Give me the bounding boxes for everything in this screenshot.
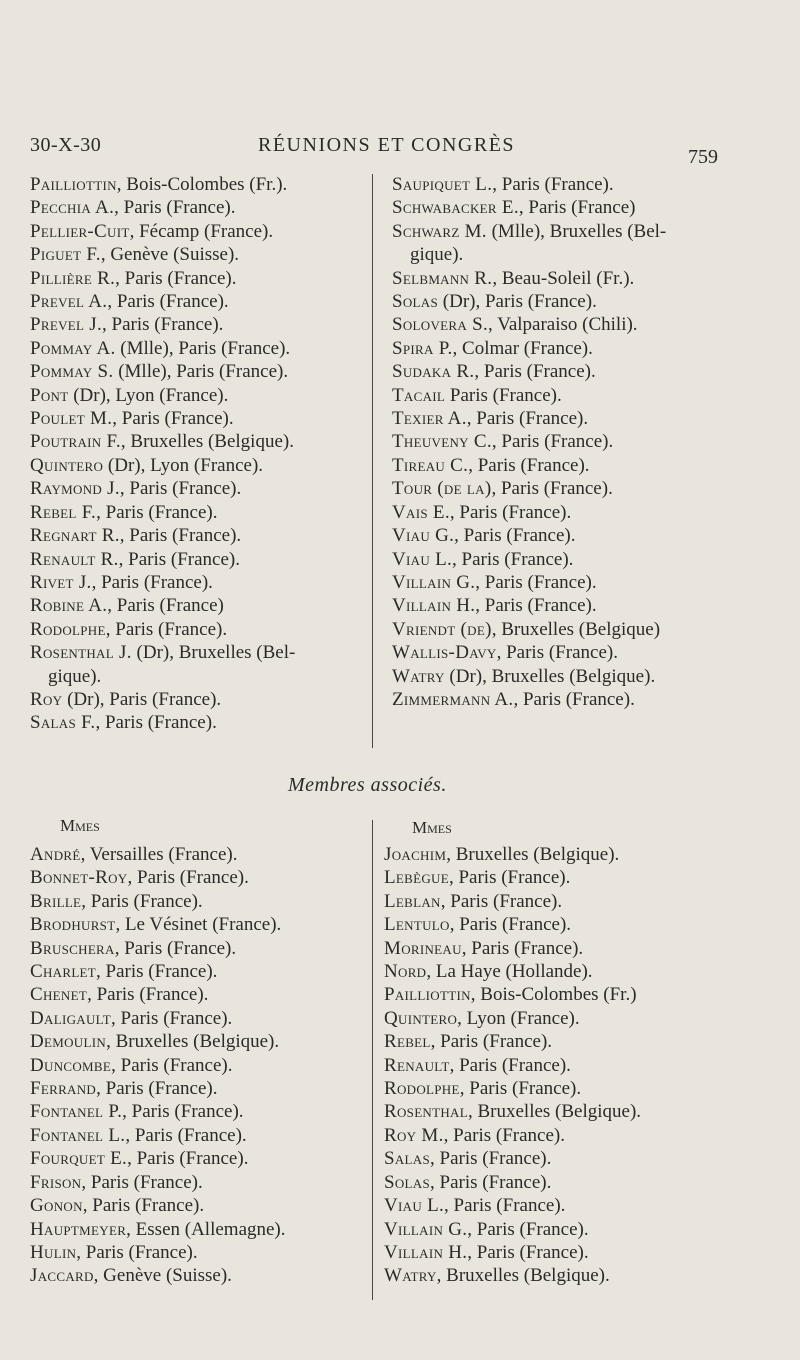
list-item <box>392 337 772 360</box>
member-location: (Dr), Lyon (France). <box>68 384 229 406</box>
member-name: Duncombe <box>30 1054 112 1076</box>
member-name: Joachim <box>384 844 447 865</box>
list-item <box>30 913 370 936</box>
member-name: Demoulin <box>30 1031 107 1053</box>
member-name: Watry <box>384 1265 437 1287</box>
member-name: Brodhurst <box>30 914 116 936</box>
list-item <box>392 407 772 430</box>
member-location: , La Haye (Hollande). <box>426 961 593 983</box>
list-item <box>384 1124 764 1147</box>
member-name: Villain G. <box>384 1218 468 1240</box>
member-name: Rosenthal <box>384 1101 468 1123</box>
list-item <box>30 477 370 500</box>
member-location: , Paris (France). <box>119 478 242 500</box>
list-item <box>30 1077 370 1100</box>
column-divider <box>372 820 373 1300</box>
member-name: Daligault <box>30 1007 111 1029</box>
list-item <box>30 1100 370 1123</box>
list-item <box>30 384 370 407</box>
list-item <box>30 890 370 913</box>
issue-date: 30-X-30 <box>30 134 102 156</box>
member-name: Rodolphe <box>30 618 106 640</box>
member-name: Selbmann R. <box>392 267 493 289</box>
member-name: Spira P. <box>392 337 453 359</box>
member-location: (Dr), Paris (France). <box>62 688 222 710</box>
member-location: , Versailles (France). <box>80 844 238 865</box>
member-name: Vais E. <box>392 501 450 523</box>
heading-mmes-right: Mmes <box>412 818 452 837</box>
member-name: Viau L. <box>384 1195 445 1217</box>
member-location: (Mlle), Bruxelles (Bel- <box>486 220 667 242</box>
member-location: , Paris (France). <box>475 571 597 593</box>
member-name: Chenet <box>30 984 88 1006</box>
member-location: , Paris (France). <box>81 1171 203 1193</box>
member-location: , Lyon (France). <box>457 1007 580 1029</box>
member-name: Schwabacker E. <box>392 197 519 219</box>
member-location: , Bruxelles (Belgique) <box>491 618 661 640</box>
list-item <box>30 337 370 360</box>
member-name: Vriendt (de) <box>392 618 492 640</box>
list-item <box>392 665 772 688</box>
member-location: (Dr), Bruxelles (Belgique). <box>444 665 656 687</box>
list-item <box>30 407 370 430</box>
member-location: , Bruxelles (Belgique). <box>467 1101 642 1123</box>
member-location: gique). <box>410 244 464 266</box>
member-name: Viau L. <box>392 548 453 570</box>
list-item <box>392 571 772 594</box>
member-name: Pont <box>30 384 69 406</box>
section-title-associates: Membres associés. <box>288 774 447 796</box>
list-item <box>30 1171 370 1194</box>
member-location: , Paris (France). <box>115 267 237 289</box>
member-location: , Paris (France). <box>107 291 229 313</box>
member-name: Quintero <box>30 454 104 476</box>
list-item <box>30 1194 370 1217</box>
member-name: Bruschera <box>30 937 115 959</box>
member-name: Fourquet E. <box>30 1148 128 1170</box>
members-column-left <box>30 173 370 735</box>
member-location: (Dr), Lyon (France). <box>103 454 264 476</box>
member-name: Texier A. <box>392 408 467 430</box>
list-item <box>30 1218 370 1241</box>
member-location: (Dr), Bruxelles (Bel- <box>131 642 296 664</box>
list-item <box>392 454 772 477</box>
member-location: , Paris (France). <box>491 478 613 500</box>
member-location: , Bruxelles (Belgique). <box>446 844 620 865</box>
list-item <box>30 524 370 547</box>
member-name: Bonnet-Roy <box>30 867 128 889</box>
member-location: , Paris (France). <box>82 1195 205 1217</box>
list-item <box>30 866 370 889</box>
member-name: Villain H. <box>392 595 476 617</box>
member-name: Saupiquet L. <box>392 174 493 195</box>
member-name: Lebègue <box>384 867 449 889</box>
list-item <box>30 454 370 477</box>
member-location: , Paris (France). <box>449 1054 571 1076</box>
member-name: Wallis-Davy <box>392 642 497 664</box>
member-location: , Colmar (France). <box>452 337 593 359</box>
list-item <box>384 1241 764 1264</box>
member-location: , Le Vésinet (France). <box>115 914 282 936</box>
list-item <box>392 524 772 547</box>
list-item <box>30 594 370 617</box>
list-item <box>384 1147 764 1170</box>
member-location: , Paris (France). <box>87 984 209 1006</box>
list-item <box>30 173 370 196</box>
list-item <box>392 173 772 196</box>
member-location: , Paris (France). <box>122 1101 244 1123</box>
member-location: , Valparaiso (Chili). <box>488 314 638 336</box>
member-name: Poutrain F. <box>30 431 121 453</box>
member-location: , Bruxelles (Belgique). <box>436 1265 610 1287</box>
member-name: Tour (de la) <box>392 478 492 500</box>
member-name: Theuveny C. <box>392 431 492 453</box>
page-number: 759 <box>688 146 718 168</box>
member-location: , Paris (France). <box>430 1031 553 1053</box>
member-name: Piguet F. <box>30 244 101 266</box>
member-location: , Paris (France). <box>118 548 240 570</box>
member-location: (Dr), Paris (France). <box>438 291 597 313</box>
member-location: , Paris (France). <box>112 408 234 430</box>
member-name: Hauptmeyer <box>30 1218 127 1240</box>
list-item <box>30 196 370 219</box>
member-location: , Paris (France). <box>430 1148 552 1170</box>
member-location: , Beau-Soleil (Fr.). <box>492 267 635 289</box>
member-location: , Bruxelles (Belgique). <box>120 431 294 453</box>
member-name: André <box>30 844 81 865</box>
member-location: , Paris (France). <box>114 197 236 219</box>
list-item <box>392 243 772 266</box>
member-location: , Paris (France). <box>444 1195 566 1217</box>
member-location: , Paris (France). <box>452 548 574 570</box>
member-location: , Paris (France). <box>430 1171 552 1193</box>
member-location: , Paris (France). <box>127 867 249 889</box>
list-item <box>392 360 772 383</box>
list-item <box>384 1054 764 1077</box>
member-location: , Paris (France). <box>91 571 213 593</box>
member-location: , Paris (France). <box>449 501 572 523</box>
member-name: Pommay A. <box>30 337 116 359</box>
member-name: Pailliottin <box>30 174 117 195</box>
list-item <box>392 290 772 313</box>
member-location: , Paris (France). <box>96 1078 218 1100</box>
column-divider <box>372 174 373 748</box>
member-name: Prevel J. <box>30 314 103 336</box>
list-item <box>384 890 764 913</box>
member-name: Salas <box>384 1148 431 1170</box>
list-item <box>384 843 764 866</box>
member-name: Pellier-Cuit <box>30 220 130 242</box>
member-name: Poulet M. <box>30 408 113 430</box>
member-name: Pecchia A. <box>30 197 115 219</box>
members-column-right <box>392 173 772 711</box>
member-name: Solovera S. <box>392 314 489 336</box>
member-location: , Paris (France). <box>474 361 596 383</box>
member-location: , Paris (France). <box>105 618 228 640</box>
list-item <box>384 937 764 960</box>
running-title: RÉUNIONS ET CONGRÈS <box>258 134 516 156</box>
member-location: (Mlle), Paris (France). <box>113 361 289 383</box>
member-name: Schwarz M. <box>392 220 487 242</box>
associates-column-right <box>384 843 764 1288</box>
member-location: Paris (France). <box>445 384 562 406</box>
list-item <box>384 1077 764 1100</box>
member-name: Nord <box>384 961 427 983</box>
list-item <box>384 983 764 1006</box>
list-item <box>30 1264 370 1287</box>
member-name: Frison <box>30 1171 82 1193</box>
list-item <box>30 937 370 960</box>
member-name: Raymond J. <box>30 478 120 500</box>
list-item <box>30 960 370 983</box>
member-name: Morineau <box>384 937 462 959</box>
member-name: Rivet J. <box>30 571 92 593</box>
member-name: Salas F. <box>30 712 96 734</box>
member-location: , Paris (France). <box>496 642 618 664</box>
member-name: Pommay S. <box>30 361 114 383</box>
member-location: , Paris (France). <box>102 314 224 336</box>
member-location: gique). <box>48 665 102 687</box>
list-item <box>392 430 772 453</box>
member-location: , Genève (Suisse). <box>93 1265 232 1287</box>
member-location: , Paris (France). <box>454 525 576 547</box>
list-item <box>384 1100 764 1123</box>
member-name: Quintero <box>384 1007 458 1029</box>
member-location: , Paris (France). <box>467 1241 589 1263</box>
member-location: , Paris (France). <box>110 1007 233 1029</box>
member-name: Rebel <box>384 1031 431 1053</box>
member-name: Hulin <box>30 1241 77 1263</box>
list-item <box>384 1007 764 1030</box>
member-name: Rodolphe <box>384 1078 460 1100</box>
list-item <box>392 641 772 664</box>
list-item <box>392 220 772 243</box>
member-name: Villain H. <box>384 1241 468 1263</box>
list-item <box>30 641 370 664</box>
member-name: Viau G. <box>392 525 455 547</box>
list-item <box>30 1054 370 1077</box>
list-item <box>384 913 764 936</box>
member-location: , Paris (France). <box>95 712 217 734</box>
member-name: Renault R. <box>30 548 119 570</box>
member-name: Solas <box>384 1171 431 1193</box>
member-location: , Paris (France). <box>443 1124 566 1146</box>
member-location: , Paris (France) <box>107 595 224 617</box>
member-name: Roy M. <box>384 1124 444 1146</box>
list-item <box>30 548 370 571</box>
list-item <box>30 1147 370 1170</box>
member-location: , Paris (France). <box>96 961 218 983</box>
member-location: , Fécamp (France). <box>129 220 274 242</box>
list-item <box>30 843 370 866</box>
member-name: Leblan <box>384 890 441 912</box>
list-item <box>392 594 772 617</box>
list-item <box>30 1030 370 1053</box>
list-item <box>392 267 772 290</box>
member-location: , Paris (France). <box>491 431 614 453</box>
list-item <box>392 313 772 336</box>
list-item <box>30 290 370 313</box>
list-item <box>30 665 370 688</box>
list-item <box>30 220 370 243</box>
list-item <box>30 243 370 266</box>
member-name: Pillière R. <box>30 267 116 289</box>
member-location: , Paris (France). <box>475 595 597 617</box>
member-location: (Mlle), Paris (France). <box>115 337 291 359</box>
member-name: Regnart R. <box>30 525 120 547</box>
member-name: Villain G. <box>392 571 476 593</box>
member-location: , Paris (France). <box>127 1148 249 1170</box>
member-location: , Paris (France). <box>111 1054 233 1076</box>
list-item <box>30 1007 370 1030</box>
list-item <box>392 688 772 711</box>
member-name: Tacail <box>392 384 446 406</box>
member-name: Ferrand <box>30 1078 97 1100</box>
member-location: , Paris (France) <box>518 197 636 219</box>
member-name: Sudaka R. <box>392 361 475 383</box>
member-name: Zimmermann A. <box>392 688 514 710</box>
list-item <box>384 960 764 983</box>
member-location: , Genève (Suisse). <box>100 244 240 266</box>
member-location: , Paris (France). <box>448 867 571 889</box>
member-name: Brille <box>30 890 82 912</box>
member-location: , Essen (Allemagne). <box>126 1218 286 1240</box>
member-location: , Paris (France). <box>459 1078 582 1100</box>
member-name: Jaccard <box>30 1265 94 1287</box>
member-name: Tireau C. <box>392 454 469 476</box>
member-location: , Paris (France). <box>96 501 218 523</box>
list-item <box>30 1124 370 1147</box>
list-item <box>30 1241 370 1264</box>
member-name: Rosenthal J. <box>30 642 132 664</box>
list-item <box>30 313 370 336</box>
list-item <box>30 571 370 594</box>
member-location: , Paris (France). <box>76 1241 198 1263</box>
associates-column-left <box>30 843 370 1288</box>
list-item <box>30 618 370 641</box>
member-location: , Paris (France). <box>125 1124 247 1146</box>
member-name: Gonon <box>30 1195 83 1217</box>
member-location: , Bois-Colombes (Fr.) <box>470 984 637 1006</box>
list-item <box>30 267 370 290</box>
list-item <box>384 1264 764 1287</box>
list-item <box>392 548 772 571</box>
member-location: , Paris (France). <box>466 408 589 430</box>
list-item <box>384 866 764 889</box>
list-item <box>30 983 370 1006</box>
heading-mmes-left: Mmes <box>60 816 100 835</box>
member-name: Lentulo <box>384 914 450 936</box>
member-name: Pailliottin <box>384 984 471 1006</box>
list-item <box>30 711 370 734</box>
member-location: , Paris (France). <box>468 454 590 476</box>
member-name: Prevel A. <box>30 291 108 313</box>
member-location: , Paris (France). <box>492 174 614 195</box>
member-name: Rebel F. <box>30 501 97 523</box>
member-location: , Paris (France). <box>467 1218 589 1240</box>
list-item <box>384 1171 764 1194</box>
member-location: , Paris (France). <box>461 937 584 959</box>
list-item <box>30 430 370 453</box>
list-item <box>30 688 370 711</box>
list-item <box>30 360 370 383</box>
member-name: Robine A. <box>30 595 108 617</box>
member-location: , Paris (France). <box>114 937 237 959</box>
member-name: Charlet <box>30 961 97 983</box>
member-location: , Paris (France). <box>81 890 203 912</box>
list-item <box>392 196 772 219</box>
list-item <box>392 501 772 524</box>
list-item <box>384 1030 764 1053</box>
list-item <box>392 477 772 500</box>
list-item <box>392 384 772 407</box>
member-name: Roy <box>30 688 63 710</box>
member-name: Solas <box>392 291 439 313</box>
member-location: , Bois-Colombes (Fr.). <box>116 174 288 195</box>
member-name: Watry <box>392 665 445 687</box>
list-item <box>30 501 370 524</box>
list-item <box>392 618 772 641</box>
list-item <box>384 1218 764 1241</box>
member-location: , Paris (France). <box>119 525 242 547</box>
member-name: Fontanel L. <box>30 1124 126 1146</box>
member-location: , Paris (France). <box>449 914 572 936</box>
list-item <box>384 1194 764 1217</box>
member-location: , Paris (France). <box>513 688 635 710</box>
member-location: , Paris (France). <box>440 890 563 912</box>
member-name: Renault <box>384 1054 450 1076</box>
member-name: Fontanel P. <box>30 1101 123 1123</box>
member-location: , Bruxelles (Belgique). <box>106 1031 280 1053</box>
